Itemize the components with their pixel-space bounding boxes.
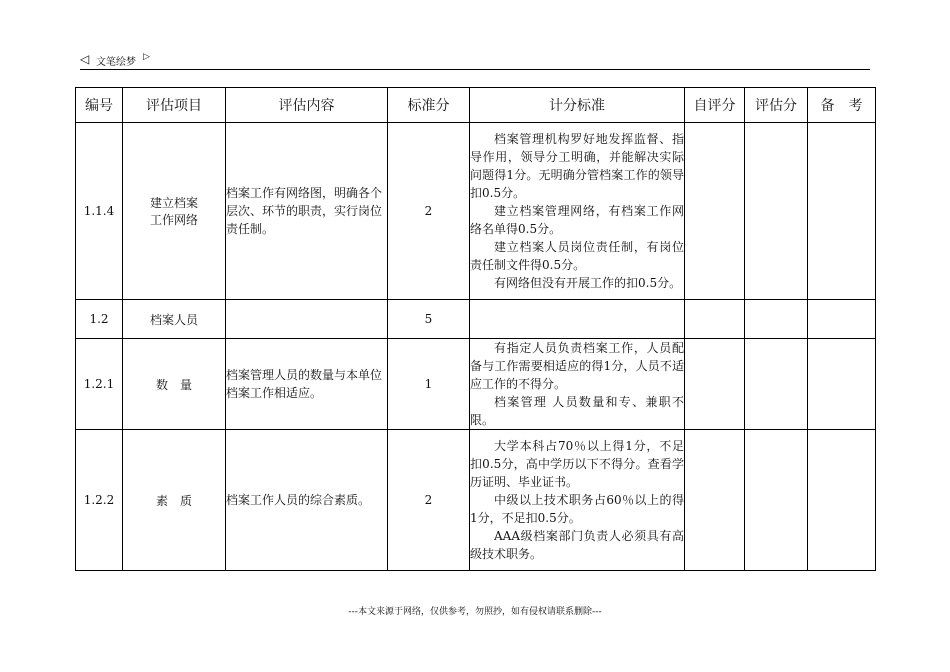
remark-cell	[808, 123, 876, 300]
row-score: 2	[388, 430, 470, 571]
row-id: 1.2.2	[76, 430, 123, 571]
item-line: 工作网络	[149, 213, 198, 227]
self-score-cell	[685, 123, 745, 300]
row-item: 数 量	[123, 339, 226, 430]
self-score-cell	[685, 300, 745, 339]
row-content: 档案工作人员的综合素质。	[226, 430, 388, 571]
header-title: 文笔绘梦	[96, 57, 136, 68]
criteria-paragraph: AAA级档案部门负责人必须具有高级技术职务。	[470, 529, 684, 561]
row-id: 1.1.4	[76, 123, 123, 300]
column-header: 评估分	[745, 88, 808, 123]
criteria-paragraph: 档案管理 人员数量和专、兼职不限。	[470, 395, 684, 427]
row-content: 档案工作有网络图，明确各个层次、环节的职责，实行岗位责任制。	[226, 123, 388, 300]
criteria-paragraph: 中级以上技术职务占60％以上的得1分，不足扣0.5分。	[470, 493, 684, 525]
item-line: 建立档案	[149, 196, 198, 210]
criteria-paragraph: 大学本科占70％以上得1分，不足扣0.5分，高中学历以下不得分。查看学历证明、毕业证书。	[470, 439, 684, 489]
remark-cell	[808, 339, 876, 430]
eval-score-cell	[745, 123, 808, 300]
row-item: 档案人员	[123, 300, 226, 339]
column-header: 计分标准	[470, 88, 685, 123]
remark-cell	[808, 430, 876, 571]
row-criteria	[470, 430, 685, 571]
table-row	[76, 300, 876, 339]
column-header: 备 考	[808, 88, 876, 123]
column-header: 评估内容	[226, 88, 388, 123]
criteria-paragraph: 建立档案管理网络，有档案工作网络名单得0.5分。	[470, 204, 684, 236]
page-footer: ---本文来源于网络，仅供参考，勿照抄，如有侵权请联系删除---	[348, 607, 602, 617]
evaluation-table	[75, 87, 876, 571]
self-score-cell	[685, 339, 745, 430]
row-content	[226, 300, 388, 339]
row-criteria	[470, 123, 685, 300]
row-criteria	[470, 300, 685, 339]
table-header-row	[76, 88, 876, 123]
criteria-paragraph: 有指定人员负责档案工作，人员配备与工作需要相适应的得1分，人员不适应工作的不得分。	[470, 341, 684, 391]
criteria-paragraph: 有网络但没有开展工作的扣0.5分。	[494, 276, 682, 290]
eval-score-cell	[745, 300, 808, 339]
remark-cell	[808, 300, 876, 339]
row-score: 1	[388, 339, 470, 430]
row-item: 素 质	[123, 430, 226, 571]
left-triangle-icon: ◁	[80, 52, 90, 66]
row-item	[123, 123, 226, 300]
right-triangle-icon: ▷	[143, 52, 150, 62]
table-row	[76, 339, 876, 430]
row-id: 1.2.1	[76, 339, 123, 430]
row-id: 1.2	[76, 300, 123, 339]
row-criteria	[470, 339, 685, 430]
criteria-paragraph: 建立档案人员岗位责任制，有岗位责任制文件得0.5分。	[470, 240, 684, 272]
table-row	[76, 430, 876, 571]
column-header: 评估项目	[123, 88, 226, 123]
eval-score-cell	[745, 430, 808, 571]
self-score-cell	[685, 430, 745, 571]
criteria-paragraph: 档案管理机构罗好地发挥监督、指导作用，领导分工明确，并能解决实际问题得1分。无明确分管档案工作的领导扣0.5分。	[470, 132, 684, 200]
column-header: 编号	[76, 88, 123, 123]
table-row	[76, 123, 876, 300]
column-header: 自评分	[685, 88, 745, 123]
row-score: 2	[388, 123, 470, 300]
row-content: 档案管理人员的数量与本单位档案工作相适应。	[226, 339, 388, 430]
page-header	[80, 52, 870, 70]
eval-score-cell	[745, 339, 808, 430]
column-header: 标准分	[388, 88, 470, 123]
row-score: 5	[388, 300, 470, 339]
